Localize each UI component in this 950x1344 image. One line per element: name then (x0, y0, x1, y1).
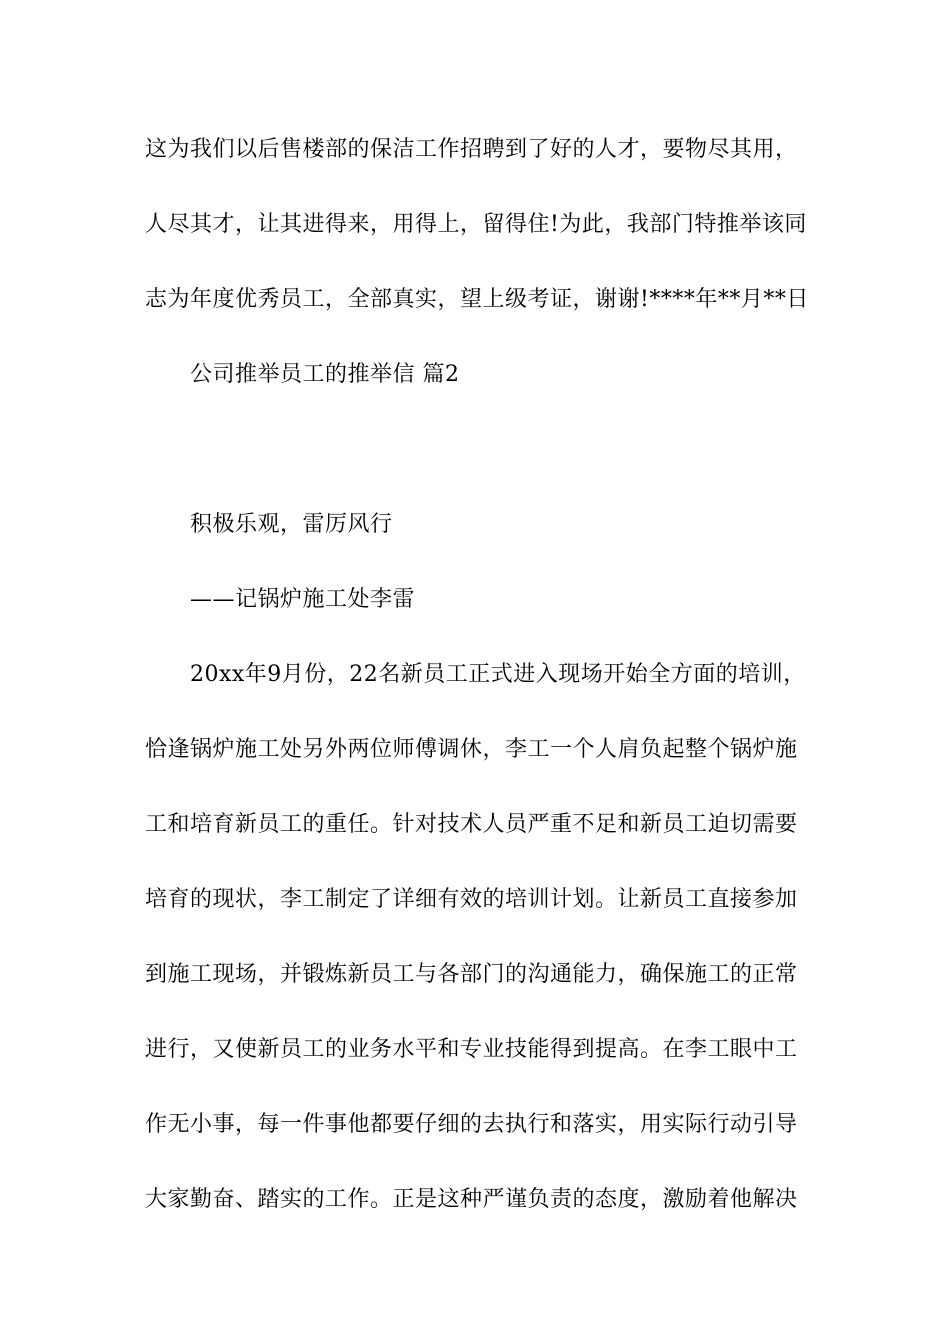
body-line-1: 这为我们以后售楼部的保洁工作招聘到了好的人才，要物尽其用， (145, 137, 798, 162)
body-line-5: 恰逢锅炉施工处另外两位师傅调休，李工一个人肩负起整个锅炉施 (145, 737, 798, 762)
body-line-7: 培育的现状，李工制定了详细有效的培训计划。让新员工直接参加 (145, 887, 798, 912)
article-title: 积极乐观，雷厉风行 (190, 512, 393, 537)
body-line-8: 到施工现场，并锻炼新员工与各部门的沟通能力，确保施工的正常 (145, 962, 798, 987)
body-line-2: 人尽其才，让其进得来，用得上，留得住!为此，我部门特推举该同 (145, 212, 807, 237)
article-subtitle: ——记锅炉施工处李雷 (190, 587, 416, 612)
body-line-6: 工和培育新员工的重任。针对技术人员严重不足和新员工迫切需要 (145, 812, 798, 837)
body-line-3: 志为年度优秀员工，全部真实，望上级考证，谢谢!****年**月**日 (145, 287, 809, 312)
body-line-9: 进行，又使新员工的业务水平和专业技能得到提高。在李工眼中工 (145, 1037, 798, 1062)
body-line-10: 作无小事，每一件事他都要仔细的去执行和落实，用实际行动引导 (145, 1112, 798, 1137)
section-heading: 公司推举员工的推举信 篇2 (190, 362, 460, 387)
body-line-4: 20xx年9月份，22名新员工正式进入现场开始全方面的培训， (190, 662, 806, 687)
body-line-11: 大家勤奋、踏实的工作。正是这种严谨负责的态度，激励着他解决 (145, 1187, 798, 1212)
